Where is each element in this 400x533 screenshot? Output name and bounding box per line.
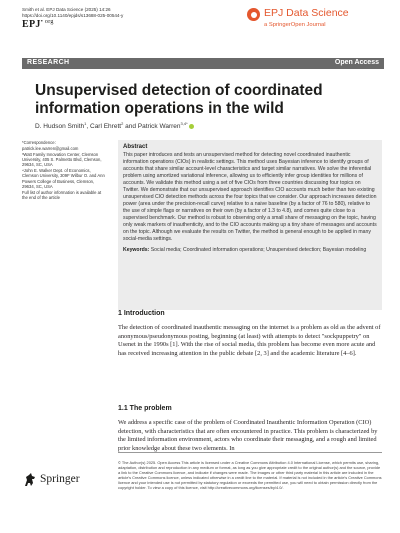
article-type-banner (22, 58, 384, 69)
springer-logo[interactable] (22, 472, 112, 492)
keywords (123, 247, 377, 254)
keywords-text: Social media; Coordinated information operations; Unsupervised detection; Bayesian modeling (150, 247, 367, 253)
affiliation-note: Full list of author information is available at the end of the article (22, 189, 102, 200)
author-affiliation-mark: 1 (84, 121, 87, 126)
author-list: D. Hudson Smith$^1$, Carl Ehrett$^2$ and Patrick Warren$^{3,4*}$ (35, 121, 194, 130)
license-text: © The Author(s) 2025. Open Access This article is licensed under a Creative Commons Attribution 4.0 International License, which permits use, sharing, adaptation, distribution and reproduction in any medium or format, as long as you give appropriate credit to the original author(s) and the source, provide a link to the Creative Commons licence, and indicate if changes were made. The images or other third party material in this article are included in the article's Creative Commons licence, unless indicated otherwise in a credit line to the material. If material is not included in the article's Creative Commons licence and your intended use is not permitted by statutory regulation or exceeds the permitted use, you will need to obtain permission directly from the copyright holder. To view a copy of this licence, visit http://creativecommons.org/licenses/by/4.0/. (118, 460, 382, 490)
author-name[interactable]: Carl Ehrett (90, 123, 122, 131)
article-type-label: RESEARCH (27, 59, 70, 66)
affiliation-item: ⁴John E. Walker Dept. of Economics, Clemson University, 309F Wilbur O. and Ann Powers College of Business, Clemson, 29634, SC, USA (22, 167, 105, 189)
keywords-label: Keywords: (123, 247, 150, 253)
journal-logo-subtitle: a SpringerOpen Journal (264, 22, 326, 28)
subsection-heading: 1.1 The problem (118, 405, 172, 412)
author-affiliation-mark: 3,4* (180, 121, 188, 126)
citation-header (22, 7, 123, 19)
section-body: The detection of coordinated inauthentic messaging on the internet is a problem as old as the advent of anonymous/pseudonymous posting, beginning (at least) with attempts to detect "sockpuppetry" on Usenet in the 1990s [1]. With the rise of social media, this problem has become even more acute and has received increasing attention in the public debate [2, 3] and the academic literature [4–6]. (118, 324, 381, 357)
journal-short-sup: • org (40, 19, 54, 25)
journal-short-text: EPJ (22, 19, 41, 30)
affiliations (22, 140, 106, 201)
correspondence-label: *Correspondence: (22, 140, 56, 145)
author-name[interactable]: D. Hudson Smith (35, 123, 85, 131)
citation-year: (2025) 14:26 (84, 7, 111, 12)
journal-short-logo (22, 19, 54, 30)
author-affiliation-mark: 2 (121, 121, 124, 126)
footer-divider (118, 452, 382, 453)
orcid-icon[interactable] (189, 124, 194, 129)
journal-logo-title: EPJ Data Science (264, 7, 349, 19)
open-access-label: Open Access (334, 59, 379, 66)
epj-logo-icon (247, 8, 260, 21)
abstract-box (118, 140, 382, 310)
affiliation-item: ³Watt Family Innovation Center, Clemson University, 405 S. Palmetto Blvd, Clemson, 29634, SC, USA (22, 151, 102, 168)
journal-logo[interactable] (247, 8, 382, 38)
citation-line: Smith et al. EPJ Data Science (22, 7, 84, 12)
springer-wordmark: Springer (40, 473, 80, 485)
doi-link[interactable]: https://doi.org/10.1140/epjds/s13688-025-00544-y (22, 13, 124, 18)
abstract-heading: Abstract (123, 144, 148, 150)
correspondence-email[interactable]: patrick.lee.warren@gmail.com (22, 145, 79, 151)
section-heading: 1 Introduction (118, 310, 165, 317)
article-title: Unsupervised detection of coordinated information operations in the wild (35, 82, 323, 117)
author-name[interactable]: Patrick Warren (137, 123, 181, 131)
subsection-body: We address a specific case of the problem of Coordinated Inauthentic Information Operation (CIO) detection, with characteristics that are often encountered in practice. This problem is characterized by the limited information environment, actors who coordinate their messaging, and a rough and limited prior knowledge about these two elements. In (118, 419, 378, 452)
springer-horse-icon (22, 472, 38, 488)
abstract-text: This paper introduces and tests an unsupervised method for detecting novel coordinated inauthentic information operations (CIOs) in realistic settings. This method uses Bayesian inference to identify groups of accounts that share similar account-level characteristics and target similar narratives. We solve the inferential problem using amortized variational inference, allowing us to efficiently infer group identities for millions of accounts. We validate this method using a set of five CIOs from three countries discussing four topics on Twitter. We demonstrate that our unsupervised approach identifies CIO accounts much better than two existing unsupervised CIO detection methods across the four topics that we consider. Our approach increases detection power (area under the precision-recall curve) relative to a naive baseline (by a factor of 76 to 580), relative to the use of simple flags or narratives on their own (by a factor of 1.3 to 4.8), and comes quite close to a supervised benchmark. Our method is robust to observing only a small share of messaging on the topic, having only weak markers of inauthenticity, and to the CIO accounts making up a tiny share of messages and accounts on the topic. Although we evaluate the results on Twitter, the method is general enough to be applied in many social-media settings. (123, 152, 377, 242)
